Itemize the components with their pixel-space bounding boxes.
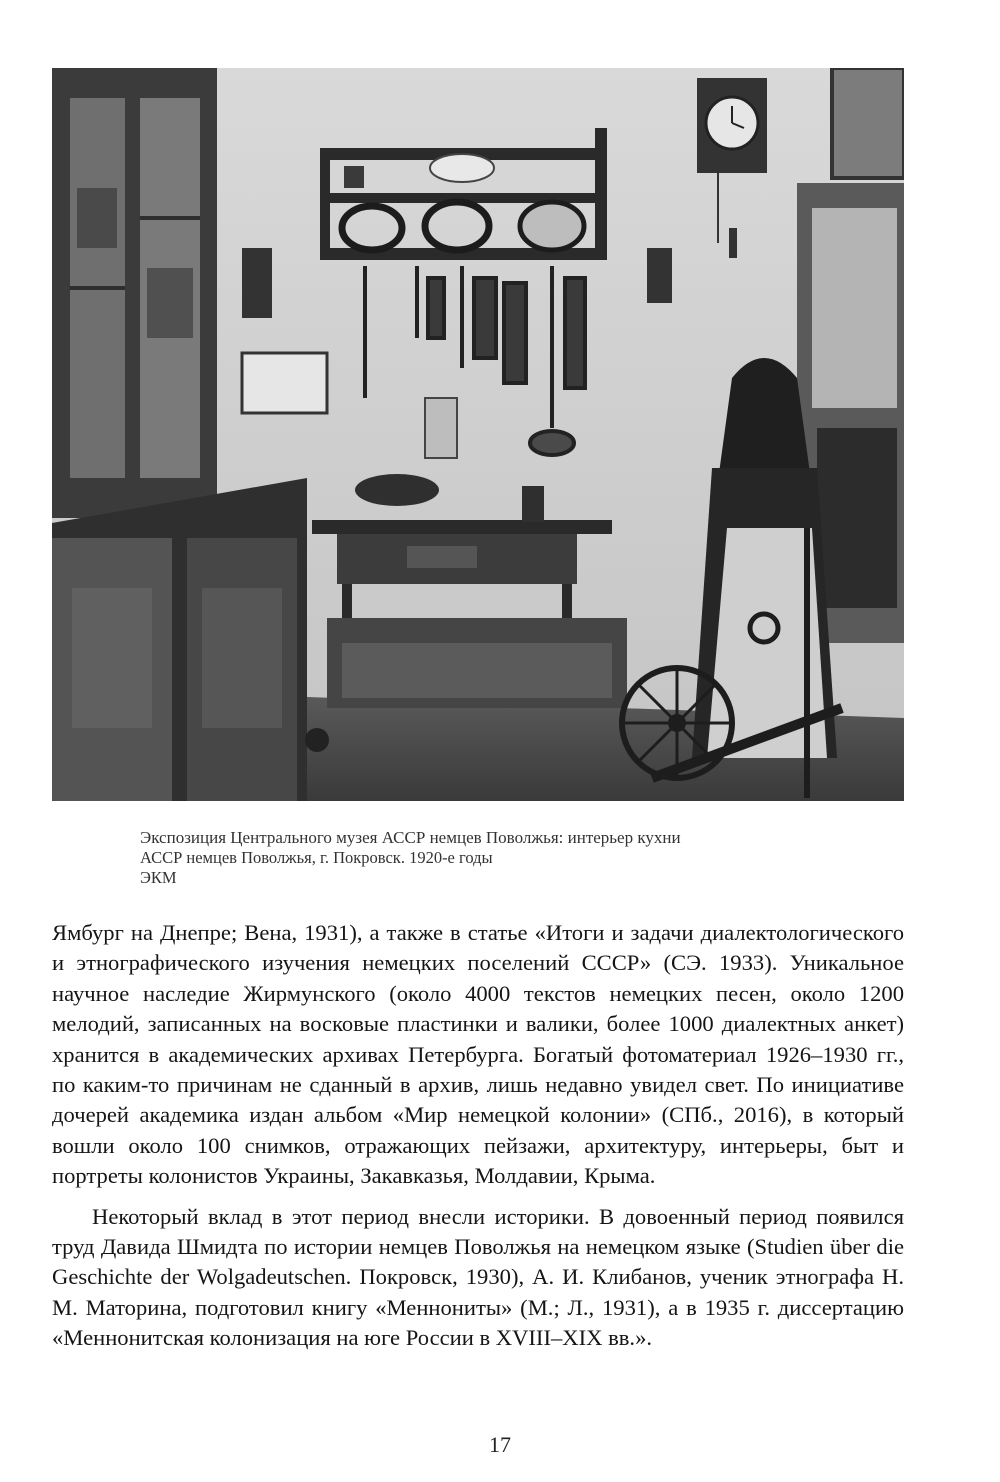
caption-title: Экспозиция Центрального музея АССР немцев Поволжья: интерьер кухни bbox=[140, 828, 681, 847]
wall-holder-right bbox=[647, 248, 672, 303]
caption-source: ЭКМ bbox=[140, 868, 177, 887]
glass-cabinet bbox=[52, 68, 217, 518]
body-text bbox=[52, 918, 904, 1354]
wall-holder-left bbox=[242, 248, 272, 318]
paragraph-2: Некоторый вклад в этот период внесли историки. В довоенный период появился труд Давида Шмидта по истории немцев Поволжья на немецком языке (Studien über die Geschichte der Wolgadeutschen. Покровск, 1930), А. И. Клибанов, ученик этнографа Н. М. Маторина, подготовил книгу «Меннониты» (М.; Л., 1931), а в 1935 г. диссертацию «Меннонитская колонизация на юге России в XVIII–XIX вв.». bbox=[52, 1203, 904, 1351]
museum-kitchen-photo bbox=[52, 68, 904, 801]
paragraph-1: Ямбург на Днепре; Вена, 1931), а также в статье «Итоги и задачи диалектологического и этнографического изучения немецких поселений СССР» (СЭ. 1933). Уникальное научное наследие Жирмунского (около 4000 текстов немецких песен, около 1200 мелодий, записанных на восковые пластинки и валики, более 1000 диалектных анкет) хранится в академических архивах Петербурга. Богатый фотоматериал 1926–1930 гг., по каким-то причинам не сданный в архив, лишь недавно увидел свет. По инициативе дочерей академика издан альбом «Мир немецкой колонии» (СПб., 2016), в который вошли около 100 снимков, отражающих пейзажи, архитектуру, интерьеры, быт и портреты колонистов Украины, Закавказья, Молдавии, Крыма. bbox=[52, 920, 904, 1189]
caption-location-date: АССР немцев Поволжья, г. Покровск. 1920-е годы bbox=[140, 848, 493, 867]
figure-caption bbox=[140, 828, 900, 888]
page-number: 17 bbox=[489, 1432, 511, 1457]
sideboard bbox=[52, 478, 307, 801]
framed-picture bbox=[242, 353, 327, 413]
